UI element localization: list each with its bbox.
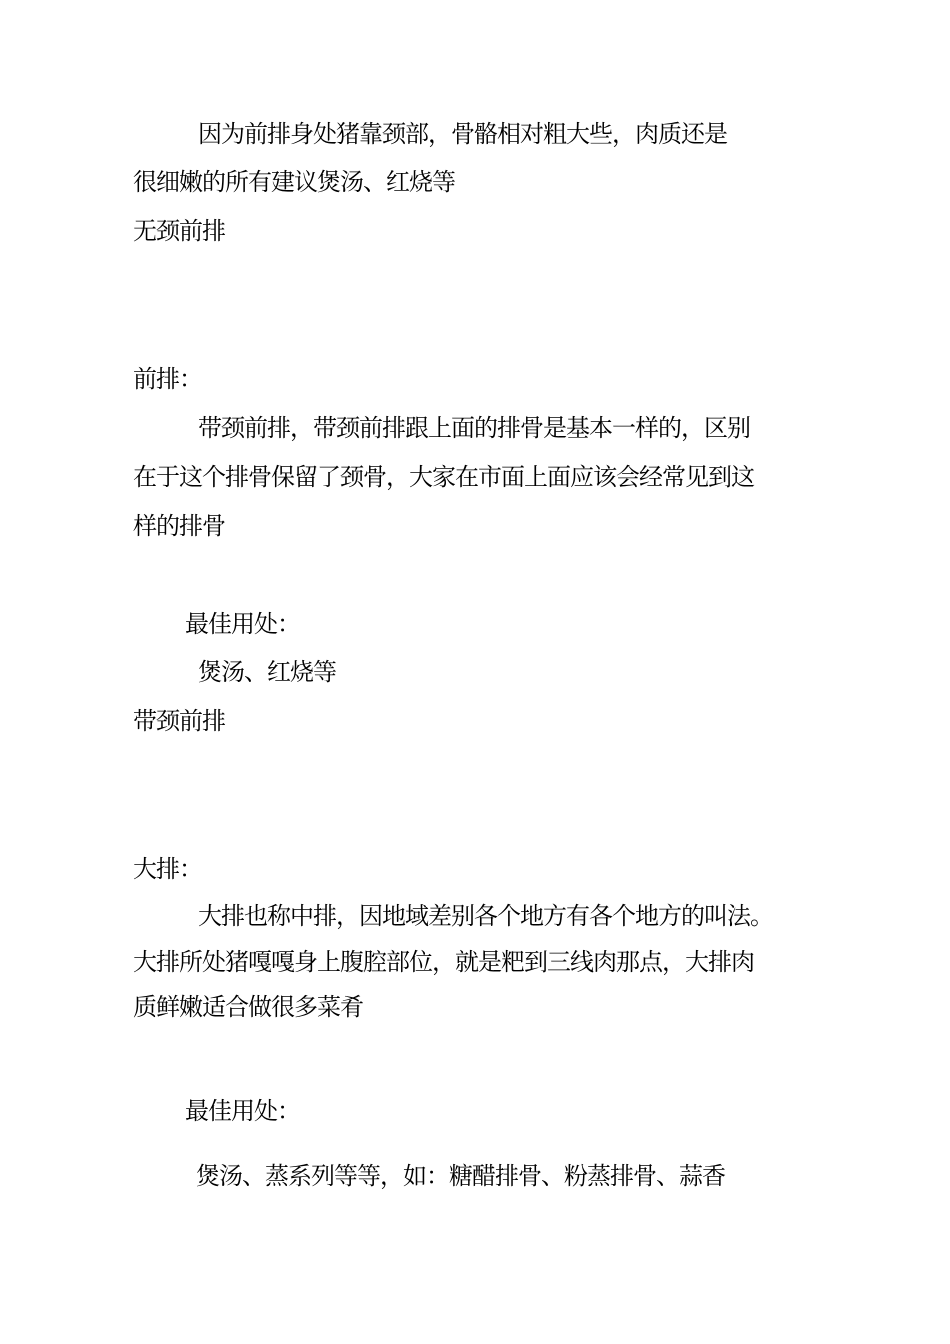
best-use-label: 最佳用处： bbox=[185, 610, 300, 638]
best-use-value: 煲汤、红烧等 bbox=[198, 658, 336, 686]
best-use-value: 煲汤、蒸系列等等，如：糖醋排骨、粉蒸排骨、蒜香 bbox=[196, 1162, 725, 1190]
paragraph-line: 在于这个排骨保留了颈骨，大家在市面上面应该会经常见到这 bbox=[133, 463, 754, 491]
image-caption: 带颈前排 bbox=[133, 707, 225, 735]
section-heading: 大排： bbox=[133, 855, 202, 883]
paragraph-line: 因为前排身处猪靠颈部，骨骼相对粗大些，肉质还是 bbox=[198, 120, 727, 148]
paragraph-line: 样的排骨 bbox=[133, 512, 225, 540]
paragraph-line: 带颈前排，带颈前排跟上面的排骨是基本一样的，区别 bbox=[198, 414, 750, 442]
paragraph-line: 很细嫩的所有建议煲汤、红烧等 bbox=[133, 168, 455, 196]
paragraph-line: 大排所处猪嘎嘎身上腹腔部位，就是粑到三线肉那点，大排肉 bbox=[133, 948, 754, 976]
section-heading: 前排： bbox=[133, 365, 202, 393]
best-use-label: 最佳用处： bbox=[185, 1097, 300, 1125]
paragraph-line: 大排也称中排，因地域差别各个地方有各个地方的叫法。 bbox=[198, 902, 773, 930]
paragraph-line: 质鲜嫩适合做很多菜肴 bbox=[133, 993, 363, 1021]
image-caption: 无颈前排 bbox=[133, 217, 225, 245]
